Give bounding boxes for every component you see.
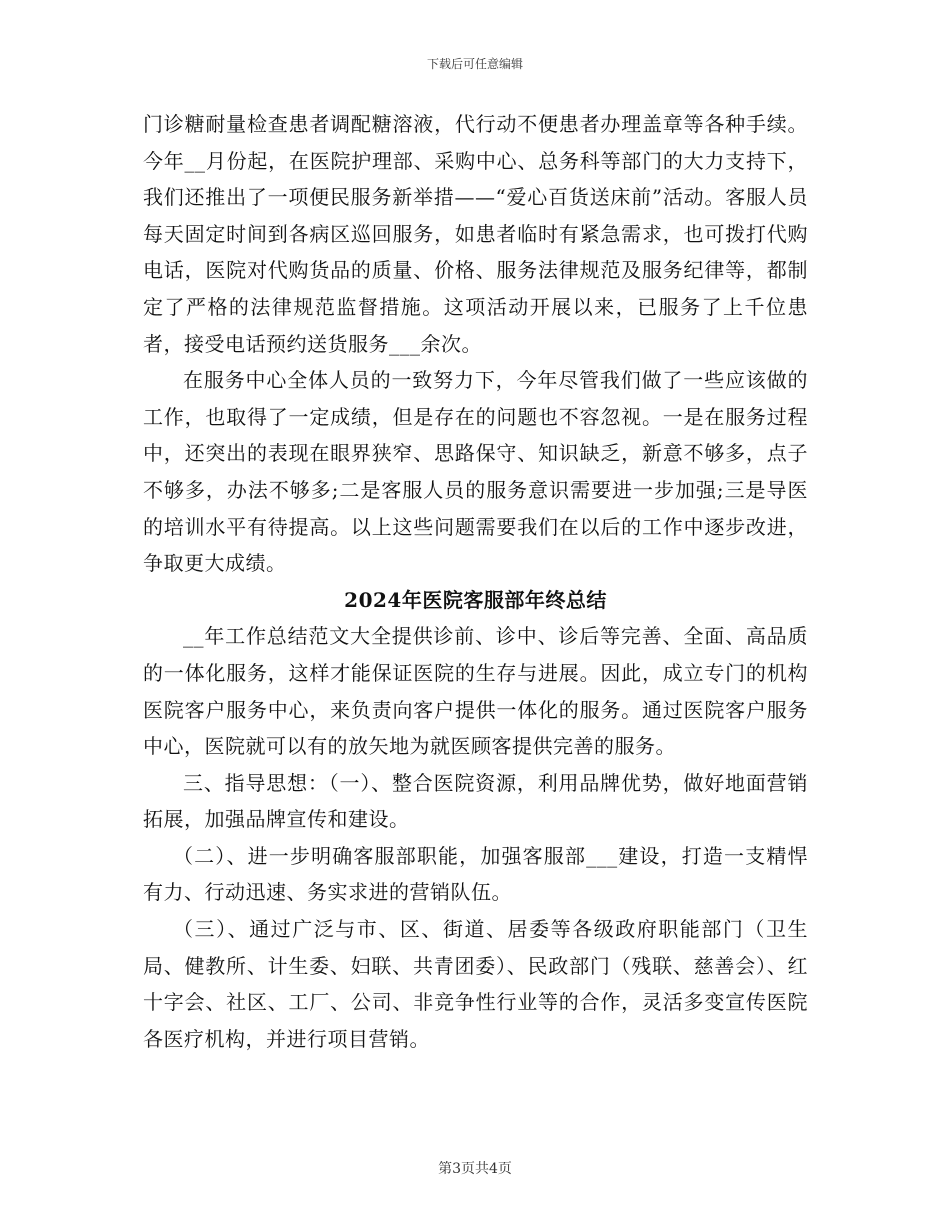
paragraph-guiding-thought: 三、指导思想：（一）、整合医院资源，利用品牌优势，做好地面营销拓展，加强品牌宣传和建设。 xyxy=(143,770,808,832)
section-title: 2024年医院客服部年终总结 xyxy=(344,587,607,612)
paragraph-continued: 门诊糖耐量检查患者调配糖溶液，代行动不便患者办理盖章等各种手续。今年__月份起，在医院护理部、采购中心、总务科等部门的大力支持下，我们还推出了一项便民服务新举措——“爱心百货送床前”活动。客服人员每天固定时间到各病区巡回服务，如患者临时有紧急需求，也可拨打代购电话，医院对代购货品的质量、价格、服务法律规范及服务纪律等，都制定了严格的法律规范监督措施。这项活动开展以来，已服务了上千位患者，接受电话预约送货服务___余次。 xyxy=(143,112,808,356)
document-body xyxy=(143,106,808,1057)
paragraph-problems: 在服务中心全体人员的一致努力下，今年尽管我们做了一些应该做的工作，也取得了一定成绩，但是存在的问题也不容忽视。一是在服务过程中，还突出的表现在眼界狭窄、思路保守、知识缺乏，新意不够多，点子不够多，办法不够多;二是客服人员的服务意识需要进一步加强;三是导医的培训水平有待提高。以上这些问题需要我们在以后的工作中逐步改进，争取更大成绩。 xyxy=(143,368,808,576)
paragraph-item-2: （二）、进一步明确客服部职能，加强客服部___建设，打造一支精悍有力、行动迅速、务实求进的营销队伍。 xyxy=(143,843,808,905)
page-header: 下载后可任意编辑 xyxy=(426,57,523,71)
page-footer: 第3页共4页 xyxy=(438,1161,512,1177)
paragraph-intro: __年工作总结范文大全提供诊前、诊中、诊后等完善、全面、高品质的一体化服务，这样才能保证医院的生存与进展。因此，成立专门的机构医院客户服务中心，来负责向客户提供一体化的服务。通过医院客户服务中心，医院就可以有的放矢地为就医顾客提供完善的服务。 xyxy=(143,624,808,759)
paragraph-item-3: （三）、通过广泛与市、区、街道、居委等各级政府职能部门（卫生局、健教所、计生委、妇联、共青团委）、民政部门（残联、慈善会）、红十字会、社区、工厂、公司、非竞争性行业等的合作，灵活多变宣传医院各医疗机构，并进行项目营销。 xyxy=(143,917,808,1051)
